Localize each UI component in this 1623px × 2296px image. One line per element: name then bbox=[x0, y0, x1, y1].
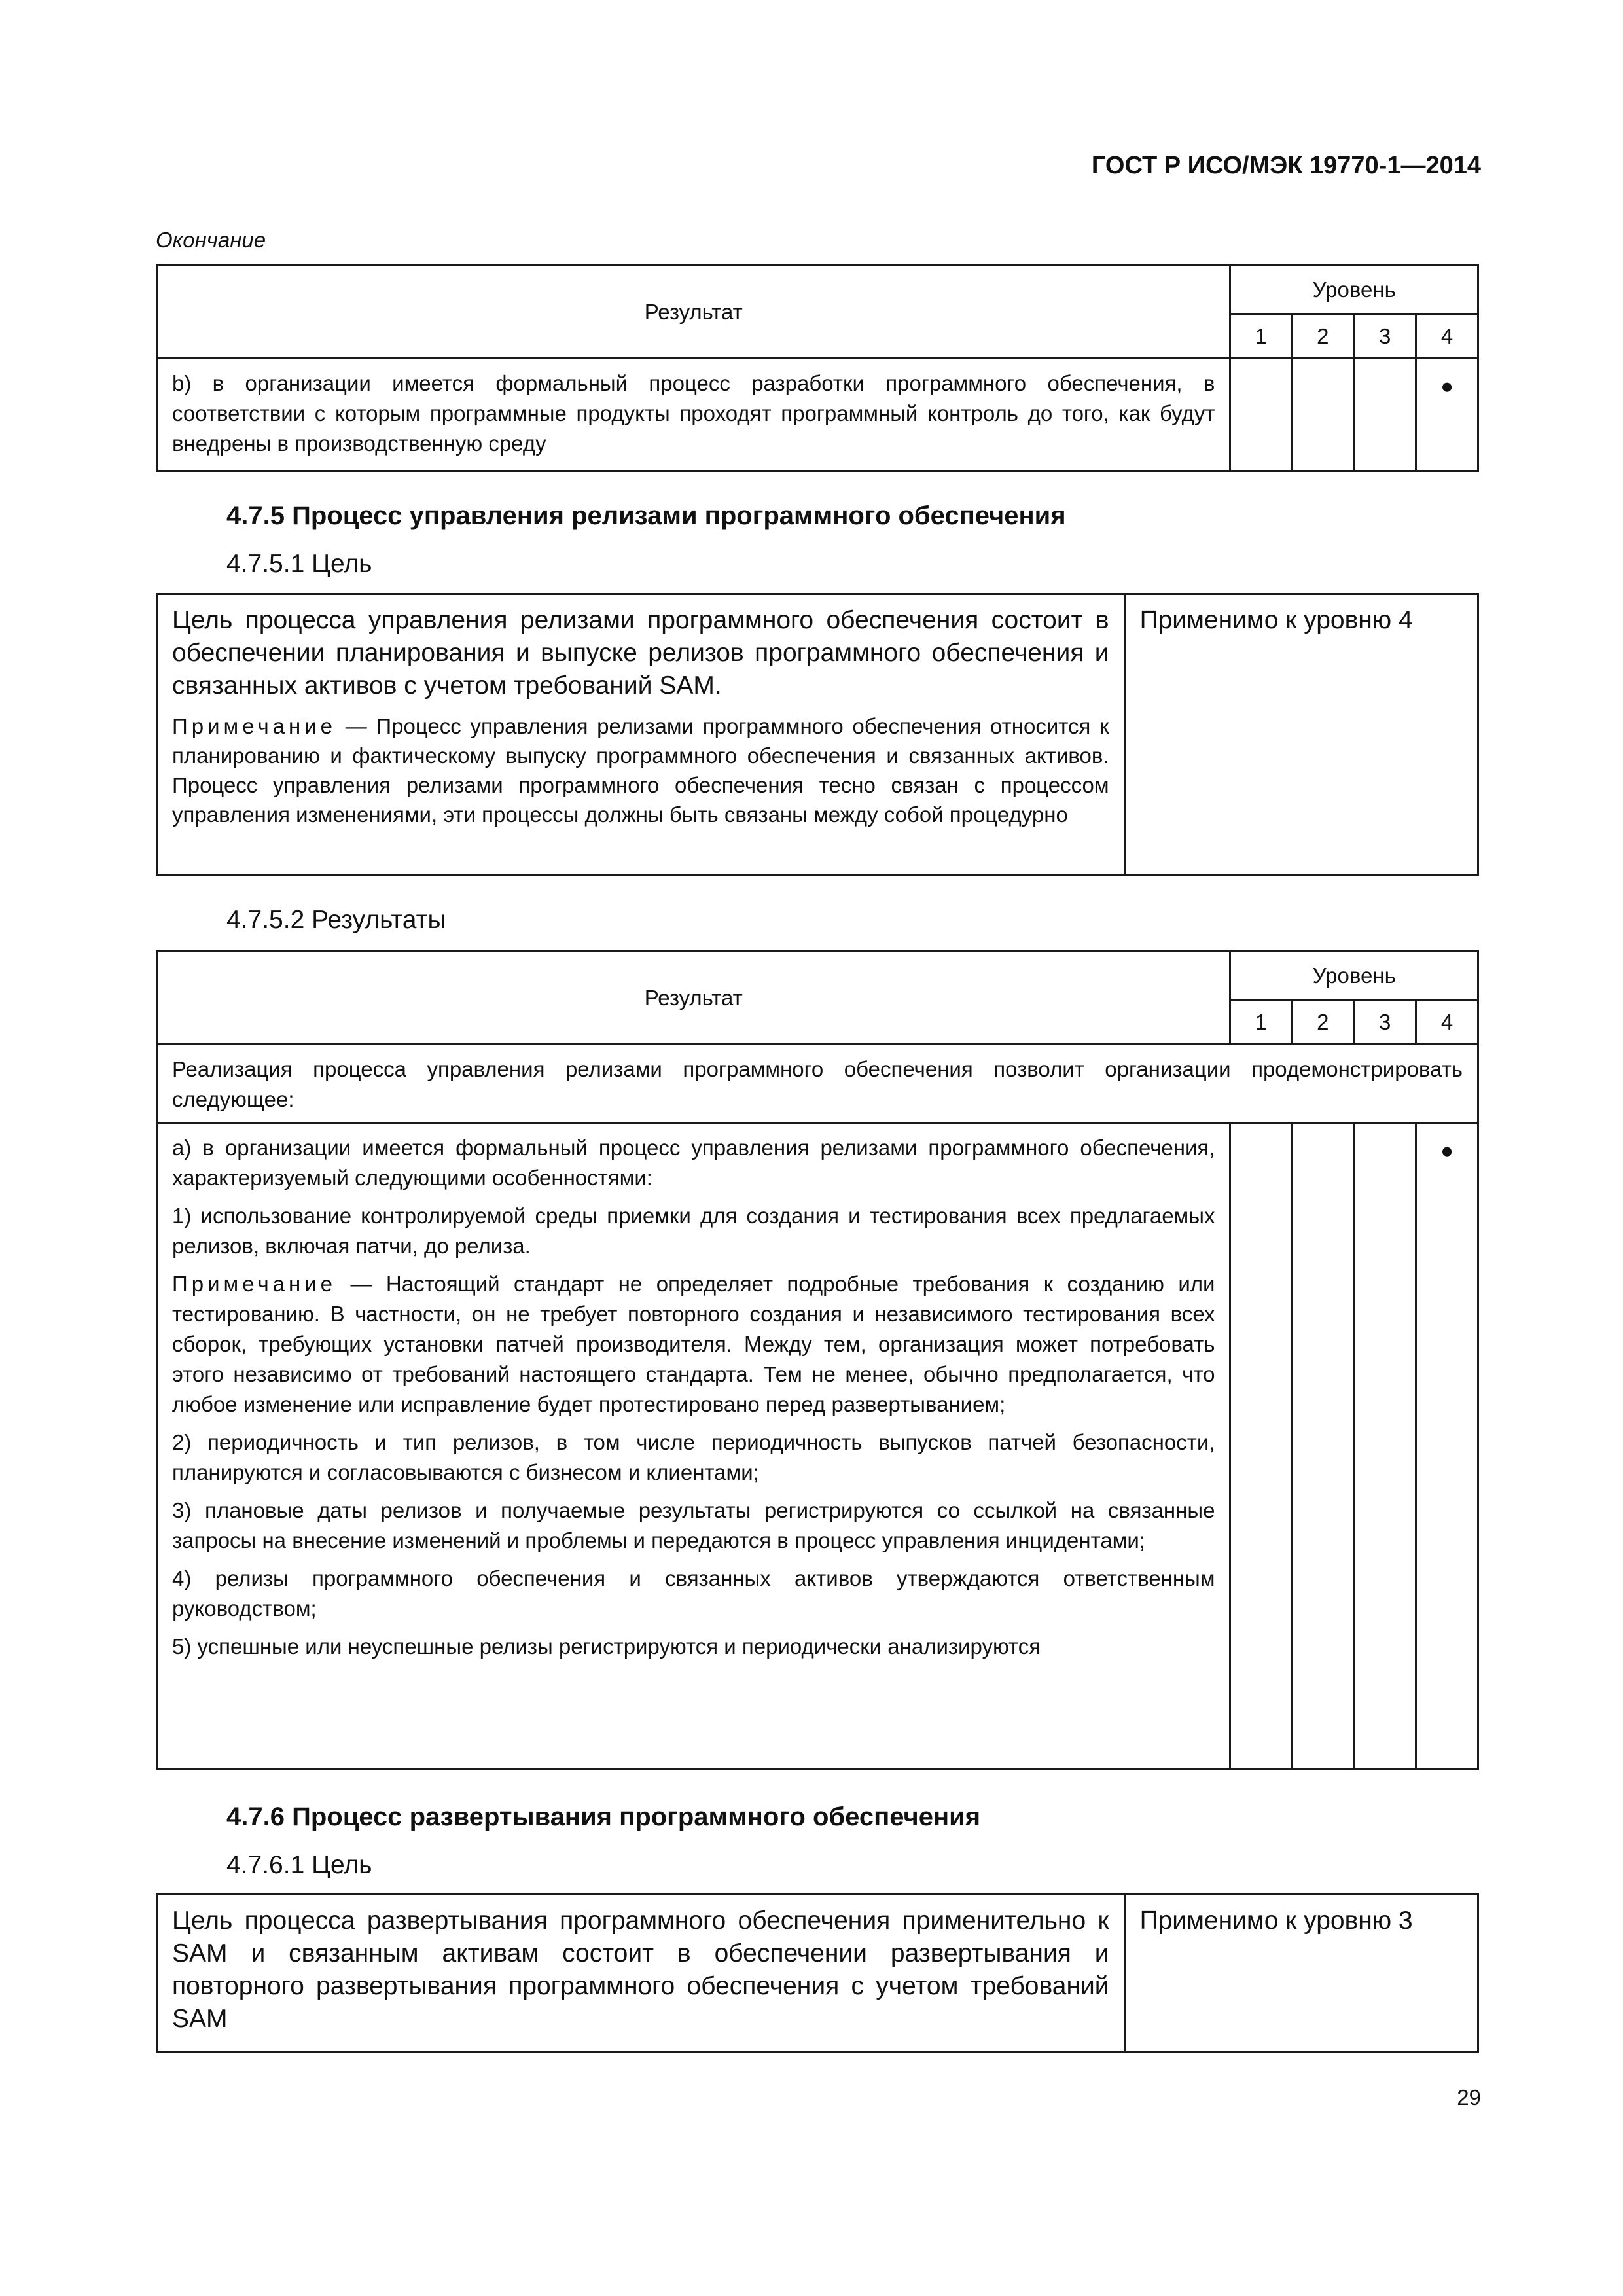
note-text: — Настоящий стандарт не определяет подробные требования к созданию или тестированию. В частности, он не требует повторного создания и независимого тестирования всех сборок, требующих установки патчей производителя. Между тем, организация может потребовать этого независимо от требований настоящего стандарта. Тем не менее, обычно предполагается, что любое изменение или исправление будет протестировано перед развертыванием; bbox=[172, 1272, 1215, 1416]
goal-table-4-7-6 bbox=[156, 1893, 1479, 2053]
item-4: 4) релизы программного обеспечения и связанных активов утверждаются ответственным руководством; bbox=[172, 1566, 1215, 1621]
level-4-header: 4 bbox=[1416, 314, 1478, 359]
results-intro-row bbox=[157, 1045, 1478, 1123]
level-3-header: 3 bbox=[1354, 314, 1416, 359]
goal-table-4-7-5 bbox=[156, 593, 1479, 876]
goal-text: Цель процесса управления релизами программного обеспечения состоит в обеспечении планирования и выпуске релизов программного обеспечения и связанных активов с учетом требований SAM. bbox=[172, 606, 1109, 700]
standard-designation: ГОСТ Р ИСО/МЭК 19770-1—2014 bbox=[1091, 152, 1481, 179]
goal-cell bbox=[157, 594, 1125, 875]
applicability-cell bbox=[1124, 1895, 1478, 2053]
item-5: 5) успешные или неуспешные релизы регистрируются и периодически анализируются bbox=[172, 1634, 1041, 1659]
note-label: Примечание bbox=[172, 1272, 337, 1296]
page-number: 29 bbox=[1457, 2085, 1481, 2109]
result-row-b bbox=[157, 359, 1230, 471]
applicability-cell bbox=[1124, 594, 1478, 875]
level-4-header: 4 bbox=[1416, 1000, 1478, 1045]
continuation-label: Окончание bbox=[156, 228, 266, 252]
result-text: b) в организации имеется формальный процесс разработки программного обеспечения, в соответствии с которым программные продукты проходят программный контроль до того, как будут внедрены в производственную среду bbox=[172, 371, 1215, 456]
subsection-4-7-5-1-heading: 4.7.5.1 Цель bbox=[226, 550, 372, 578]
level-1-header: 1 bbox=[1230, 314, 1292, 359]
note-text: — Процесс управления релизами программного обеспечения относится к планированию и фактическому выпуску программного обеспечения и связанных активов. Процесс управления релизами программного обеспечения тесно связан с процессом управления изменениями, эти процессы должны быть связаны между собой процедурно bbox=[172, 714, 1109, 827]
result-row-a bbox=[157, 1123, 1230, 1770]
level-cell-2 bbox=[1292, 359, 1354, 471]
section-title-4-7-6: 4.7.6 Процесс развертывания программного обеспечения bbox=[226, 1803, 981, 1831]
results-table-continued bbox=[156, 264, 1479, 472]
level-cell-1 bbox=[1230, 359, 1292, 471]
level-4-bullet: ● bbox=[1416, 1123, 1478, 1770]
item-1: 1) использование контролируемой среды приемки для создания и тестирования всех предлагаемых релизов, включая патчи, до релиза. bbox=[172, 1204, 1215, 1258]
level-cell-3 bbox=[1354, 1123, 1416, 1770]
item-3: 3) плановые даты релизов и получаемые результаты регистрируются со ссылкой на связанные запросы на внесение изменений и проблемы и передаются в процесс управления инцидентами; bbox=[172, 1498, 1215, 1552]
level-cell-1 bbox=[1230, 1123, 1292, 1770]
goal-note bbox=[172, 711, 1109, 829]
section-title-4-7-5: 4.7.5 Процесс управления релизами программного обеспечения bbox=[226, 501, 1066, 530]
level-4-bullet: ● bbox=[1416, 359, 1478, 471]
subsection-4-7-6-1-heading: 4.7.6.1 Цель bbox=[226, 1851, 372, 1879]
applicability-text: Применимо к уровню 4 bbox=[1139, 606, 1413, 634]
goal-cell bbox=[157, 1895, 1125, 2053]
item-2: 2) периодичность и тип релизов, в том числе периодичность выпусков патчей безопасности, планируются и согласовываются с бизнесом и клиентами; bbox=[172, 1430, 1215, 1484]
result-column-header: Результат bbox=[157, 952, 1230, 1045]
results-table-4-7-5 bbox=[156, 950, 1479, 1770]
result-column-header: Результат bbox=[157, 266, 1230, 359]
level-column-header: Уровень bbox=[1230, 952, 1478, 1000]
level-cell-2 bbox=[1292, 1123, 1354, 1770]
note-label: Примечание bbox=[172, 714, 337, 738]
level-1-header: 1 bbox=[1230, 1000, 1292, 1045]
item-note bbox=[172, 1269, 1215, 1420]
goal-text: Цель процесса развертывания программного обеспечения применительно к SAM и связанным активам состоит в обеспечении развертывания и повторного развертывания программного обеспечения с учетом требований SAM bbox=[172, 1907, 1109, 2033]
level-column-header: Уровень bbox=[1230, 266, 1478, 314]
applicability-text: Применимо к уровню 3 bbox=[1139, 1907, 1413, 1935]
subsection-4-7-5-2-heading: 4.7.5.2 Результаты bbox=[226, 906, 446, 934]
level-cell-3 bbox=[1354, 359, 1416, 471]
item-a: а) в организации имеется формальный процесс управления релизами программного обеспечения, характеризуемый следующими особенностями: bbox=[172, 1136, 1215, 1190]
results-intro-text: Реализация процесса управления релизами программного обеспечения позволит организации продемонстрировать следующее: bbox=[172, 1057, 1463, 1111]
level-2-header: 2 bbox=[1292, 1000, 1354, 1045]
level-3-header: 3 bbox=[1354, 1000, 1416, 1045]
level-2-header: 2 bbox=[1292, 314, 1354, 359]
